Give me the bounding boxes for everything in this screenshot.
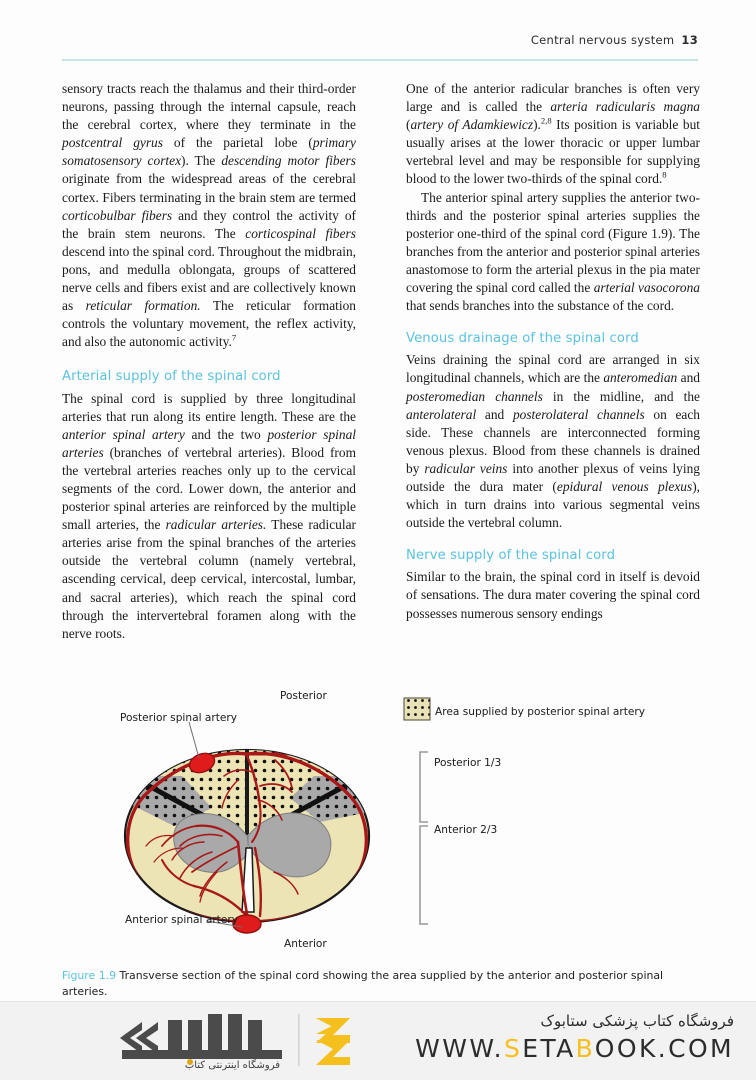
url-part-ook: OOK.COM (594, 1034, 734, 1063)
figure-caption-text: Transverse section of the spinal cord showing the area supplied by the anterior and posterior spinal arteries. (62, 969, 664, 998)
right-column (406, 80, 700, 623)
running-title: Central nervous system (530, 33, 675, 47)
figure-label-anterior-two-thirds: Anterior 2/3 (434, 824, 498, 836)
chevron-icon (316, 1018, 350, 1065)
running-head (62, 33, 698, 47)
legend-swatch (404, 698, 430, 720)
body-columns (62, 80, 700, 643)
heading-arterial-supply: Arterial supply of the spinal cord (62, 369, 281, 385)
setabook-banner (0, 1001, 756, 1080)
figure-label-anterior-spinal-artery: Anterior spinal artery (125, 914, 238, 926)
leader-line-psa (189, 722, 199, 758)
url-part-eta: ETA (522, 1034, 576, 1063)
figure-1-9 (62, 676, 702, 966)
heading-nerve-supply: Nerve supply of the spinal cord (406, 548, 616, 564)
setabook-logo[interactable] (62, 1010, 382, 1072)
banner-text-block (415, 1012, 734, 1063)
paragraph-anterior-spinal-artery: The anterior spinal artery supplies the anterior two-thirds and the posterior spinal arteries supplies the posterior one-third of the spinal cord (Figure 1.9). The branches from the anterior and posterior spinal arteries anastomose to form the arterial plexus in the pia mater covering the spinal cord called the arterial vasocorona that sends branches into the substance of the cord. (406, 189, 701, 314)
paragraph-venous-drainage: Veins draining the spinal cord are arranged in six longitudinal channels, which are the anteromedian and posteromedian channels in the midline, and the anterolateral and posterolateral channels on each side. These channels are interconnected forming venous plexus. Blood from these channels is drained by radicular veins into another plexus of veins lying outside the dura mater (epidural venous plexus), which in turn drains into various segmental veins outside the vertebral column. (406, 352, 701, 531)
url-part-s: S (503, 1034, 523, 1063)
paragraph-arterial-supply: The spinal cord is supplied by three longitudinal arteries that run along its entire length. These are the anterior spinal artery and the two posterior spinal arteries (branches of vertebral arteries). Blood from the vertebral arteries reaches only up to the cervical segments of the cord. Lower down, the anterior and posterior spinal arteries are reinforced by the multiple small arteries, the radicular arteries. These radicular arteries arise from the spinal branches of the arteries outside the vertebral column (namely vertebral, ascending cervical, deep cervical, intercostal, lumbar, and sacral arteries), which reach the spinal cord through the intervertebral foramen along with the nerve roots. (62, 390, 356, 641)
bracket-posterior-third (420, 752, 428, 822)
banner-url[interactable] (415, 1034, 734, 1063)
paragraph-adamkiewicz: One of the anterior radicular branches is often very large and is called the arteria radicularis magna (artery of Adamkiewicz).$^{2,8}$ Its position is variable but usually arises at the lower thoracic or upper lumbar vertebral level and may be responsible for supplying blood to the lower two-thirds of the spinal cord.$^8$ (406, 81, 700, 187)
figure-legend-text: Area supplied by posterior spinal artery (435, 706, 646, 718)
figure-label-anterior: Anterior (284, 938, 327, 950)
header-rule (62, 59, 698, 61)
logo-subtitle: فروشگاه اینترنتی کتاب (184, 1060, 280, 1071)
page-number: 13 (681, 33, 698, 47)
figure-label-posterior: Posterior (280, 690, 327, 702)
figure-label-posterior-third: Posterior 1/3 (434, 757, 502, 769)
url-part-www: WWW. (415, 1034, 504, 1063)
figure-label-posterior-spinal-artery: Posterior spinal artery (120, 712, 238, 724)
heading-venous-drainage: Venous drainage of the spinal cord (406, 331, 639, 347)
banner-farsi-tagline: فروشگاه کتاب پزشکی ستابوک (540, 1012, 734, 1030)
bracket-anterior-two-thirds (420, 826, 428, 924)
paragraph-sensory-tracts: sensory tracts reach the thalamus and their third-order neurons, passing through the internal capsule, reach the cerebral cortex, where they terminate in the postcentral gyrus of the parietal lobe (primary somatosensory cortex). The descending motor fibers originate from the widespread areas of the cerebral cortex. Fibers terminating in the brain stem are termed corticobulbar fibers and they control the activity of the brain stem neurons. The corticospinal fibers descend into the spinal cord. Throughout the midbrain, pons, and medulla oblongata, groups of scattered nerve cells and fibers exist and are collectively known as reticular formation. The reticular formation controls the voluntary movement, the reflex activity, and also the autonomic activity.$^7$ (62, 81, 356, 350)
paragraph-nerve-supply: Similar to the brain, the spinal cord in itself is devoid of sensations. The dura mater covering the spinal cord possesses numerous sensory endings (406, 569, 700, 621)
left-column (62, 80, 356, 643)
figure-caption (62, 968, 702, 1000)
figure-caption-number: Figure 1.9 (62, 969, 117, 982)
url-part-b: B (575, 1034, 595, 1063)
